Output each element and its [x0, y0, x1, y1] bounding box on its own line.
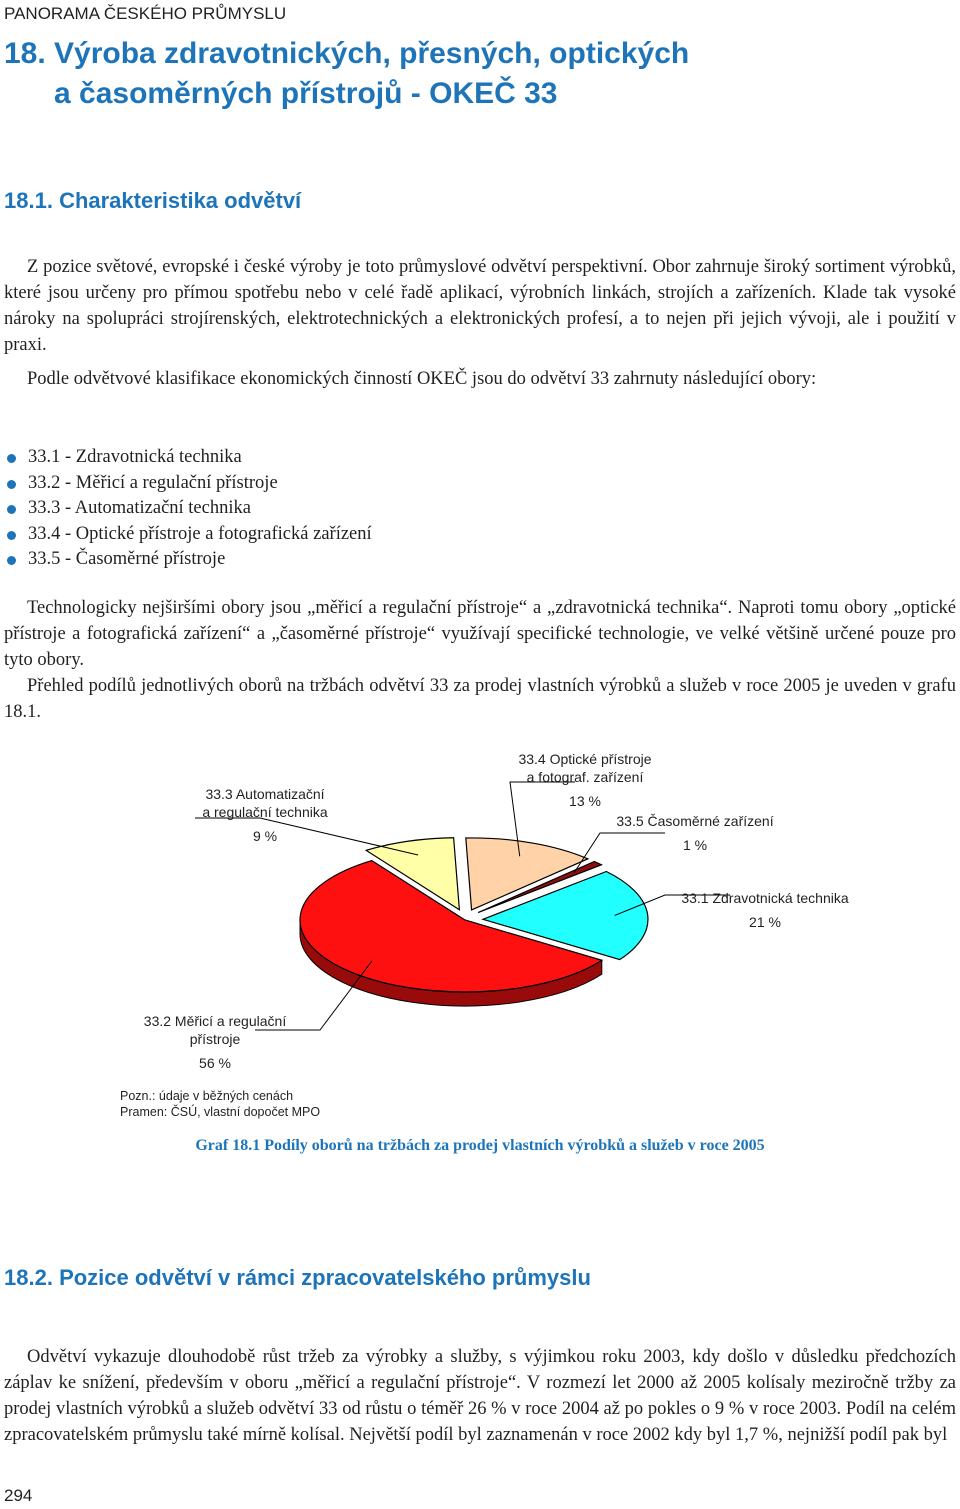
paragraph-overview: Přehled podílů jednotlivých oborů na tržbách odvětví 33 za prodej vlastních výrobků a služeb v roce 2005 je uveden v grafu 18.1.	[4, 676, 956, 722]
list-item: 33.2 - Měřicí a regulační přístroje	[4, 471, 372, 497]
bullet-icon	[7, 480, 16, 489]
label-33-2: 33.2 Měřicí a regulační přístroje 56 %	[143, 1013, 287, 1071]
bullet-icon	[7, 531, 16, 540]
bullet-list-branches	[4, 445, 372, 573]
list-item: 33.1 - Zdravotnická technika	[4, 445, 372, 471]
label-33-1: 33.1 Zdravotnická technika 21 %	[681, 890, 849, 930]
figure-caption: Graf 18.1 Podíly oborů na tržbách za prodej vlastních výrobků a služeb v roce 2005	[195, 1137, 765, 1154]
section-heading-18-1	[4, 188, 301, 214]
section-number: 18.2.	[4, 1265, 53, 1290]
list-item: 33.3 - Automatizační technika	[4, 496, 372, 522]
paragraph-intro: Z pozice světové, evropské i české výroby je toto průmyslové odvětví perspektivní. Obor zahrnuje široký sortiment výrobků, které jsou určeny pro přímou spotřebu nebo v celé řadě aplikací, výrobních linkách, strojích a zařízeních. Klade tak vysoké nároky na spolupráci strojírenských, elektrotechnických a elektronických profesí, a to nejen při jejich vývoji, ale i použití v praxi.	[4, 257, 956, 355]
title-line1: Výroba zdravotnických, přesných, optických	[54, 37, 690, 70]
label-33-5: 33.5 Časoměrné zařízení 1 %	[616, 813, 774, 853]
label-33-3: 33.3 Automatizační a regulační technika 9 %	[202, 786, 328, 844]
paragraph-position: Odvětví vykazuje dlouhodobě růst tržeb za výrobky a služby, s výjimkou roku 2003, kdy došlo v důsledku předchozích záplav ke snížení, především v oboru „měřicí a regulační přístroje“. V rozmezí let 2000 až 2005 kolísaly meziročně tržby za prodej vlastních výrobků a služeb odvětví 33 od růstu o téměř 26 % v roce 2004 až po pokles o 9 % v roce 2003. Podíl na celém zpracovatelském průmyslu také mírně kolísal. Největší podíl byl zaznamenán v roce 2002 kdy byl 1,7 %, nejnižší podíl pak byl	[4, 1347, 956, 1445]
bullet-icon	[7, 556, 16, 565]
bullet-icon	[7, 454, 16, 463]
section-heading-18-2	[4, 1265, 591, 1291]
chart-note: Pozn.: údaje v běžných cenách Pramen: ČSÚ, vlastní dopočet MPO	[120, 1089, 321, 1119]
page-number: 294	[4, 1486, 33, 1505]
section-title: Pozice odvětví v rámci zpracovatelského průmyslu	[59, 1265, 591, 1290]
title-line2: a časoměrných přístrojů - OKEČ 33	[54, 77, 558, 110]
bullet-icon	[7, 505, 16, 514]
running-header: PANORAMA ČESKÉHO PRŮMYSLU	[4, 4, 287, 23]
list-item: 33.4 - Optické přístroje a fotografická zařízení	[4, 522, 372, 548]
title-number: 18.	[4, 37, 46, 70]
label-33-4: 33.4 Optické přístroje a fotograf. zařízení 13 %	[518, 751, 652, 809]
paragraph-classification: Podle odvětvové klasifikace ekonomických činností OKEČ jsou do odvětví 33 zahrnuty následující obory:	[27, 369, 817, 389]
page-title	[4, 34, 689, 114]
section-title: Charakteristika odvětví	[59, 188, 302, 213]
section-number: 18.1.	[4, 188, 53, 213]
list-item: 33.5 - Časoměrné přístroje	[4, 547, 372, 573]
paragraph-technology: Technologicky nejširšími obory jsou „měřicí a regulační přístroje“ a „zdravotnická technika“. Naproti tomu obory „optické přístroje a fotografická zařízení“ a „časoměrné přístroje“ využívají specifické technologie, ve velké většině určené pouze pro tyto obory.	[4, 598, 956, 670]
